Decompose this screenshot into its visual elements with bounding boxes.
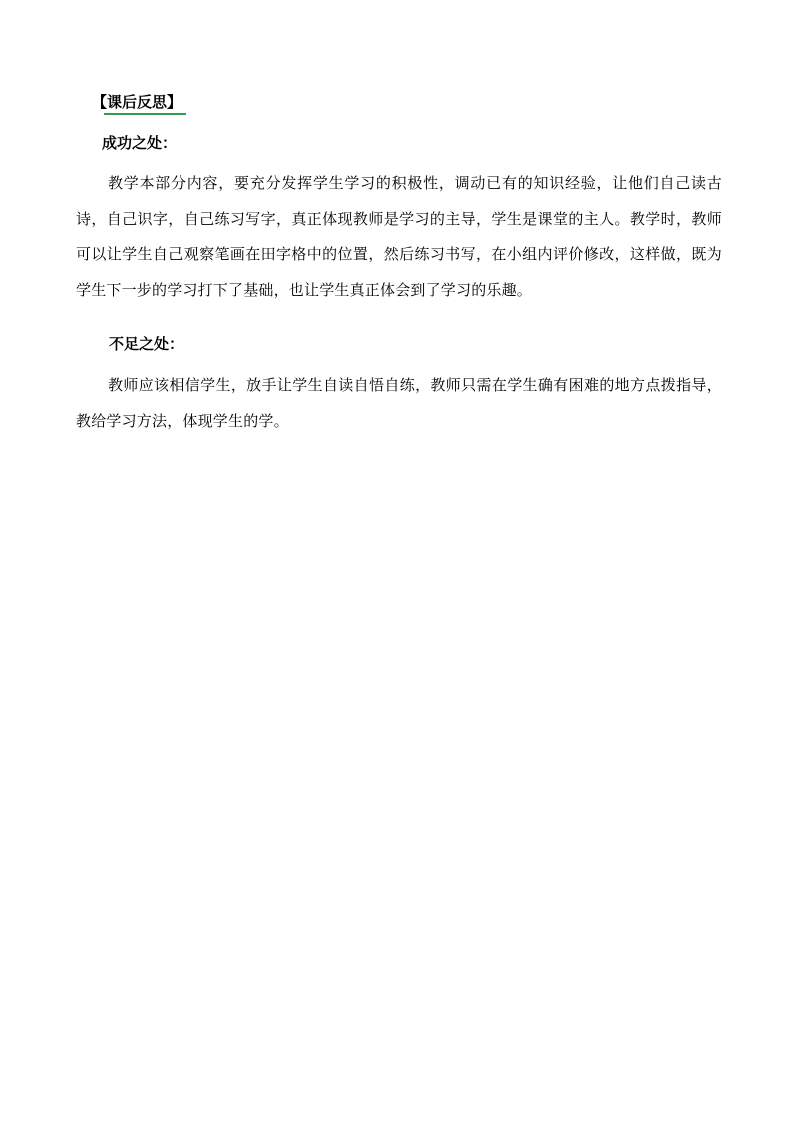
shortfall-heading: 不足之处：	[109, 335, 185, 353]
success-paragraph: 教学本部分内容，要充分发挥学生学习的积极性，调动已有的知识经验，让他们自己读古诗，自己识字，自己练习写字，真正体现教师是学习的主导，学生是课堂的主人。教学时，教师可以让学生自己观察笔画在田字格中的位置，然后练习书写，在小组内评价修改，这样做，既为学生下一步的学习打下了基础，也让学生真正体会到了学习的乐趣。	[76, 174, 722, 299]
section-title	[92, 92, 182, 112]
section-title-text: 【课后反思】	[92, 93, 183, 111]
shortfall-paragraph: 教师应该相信学生，放手让学生自读自悟自练，教师只需在学生确有困难的地方点拨指导，教给学习方法，体现学生的学。	[76, 376, 722, 430]
success-heading: 成功之处：	[102, 134, 178, 152]
title-underline	[104, 113, 186, 115]
